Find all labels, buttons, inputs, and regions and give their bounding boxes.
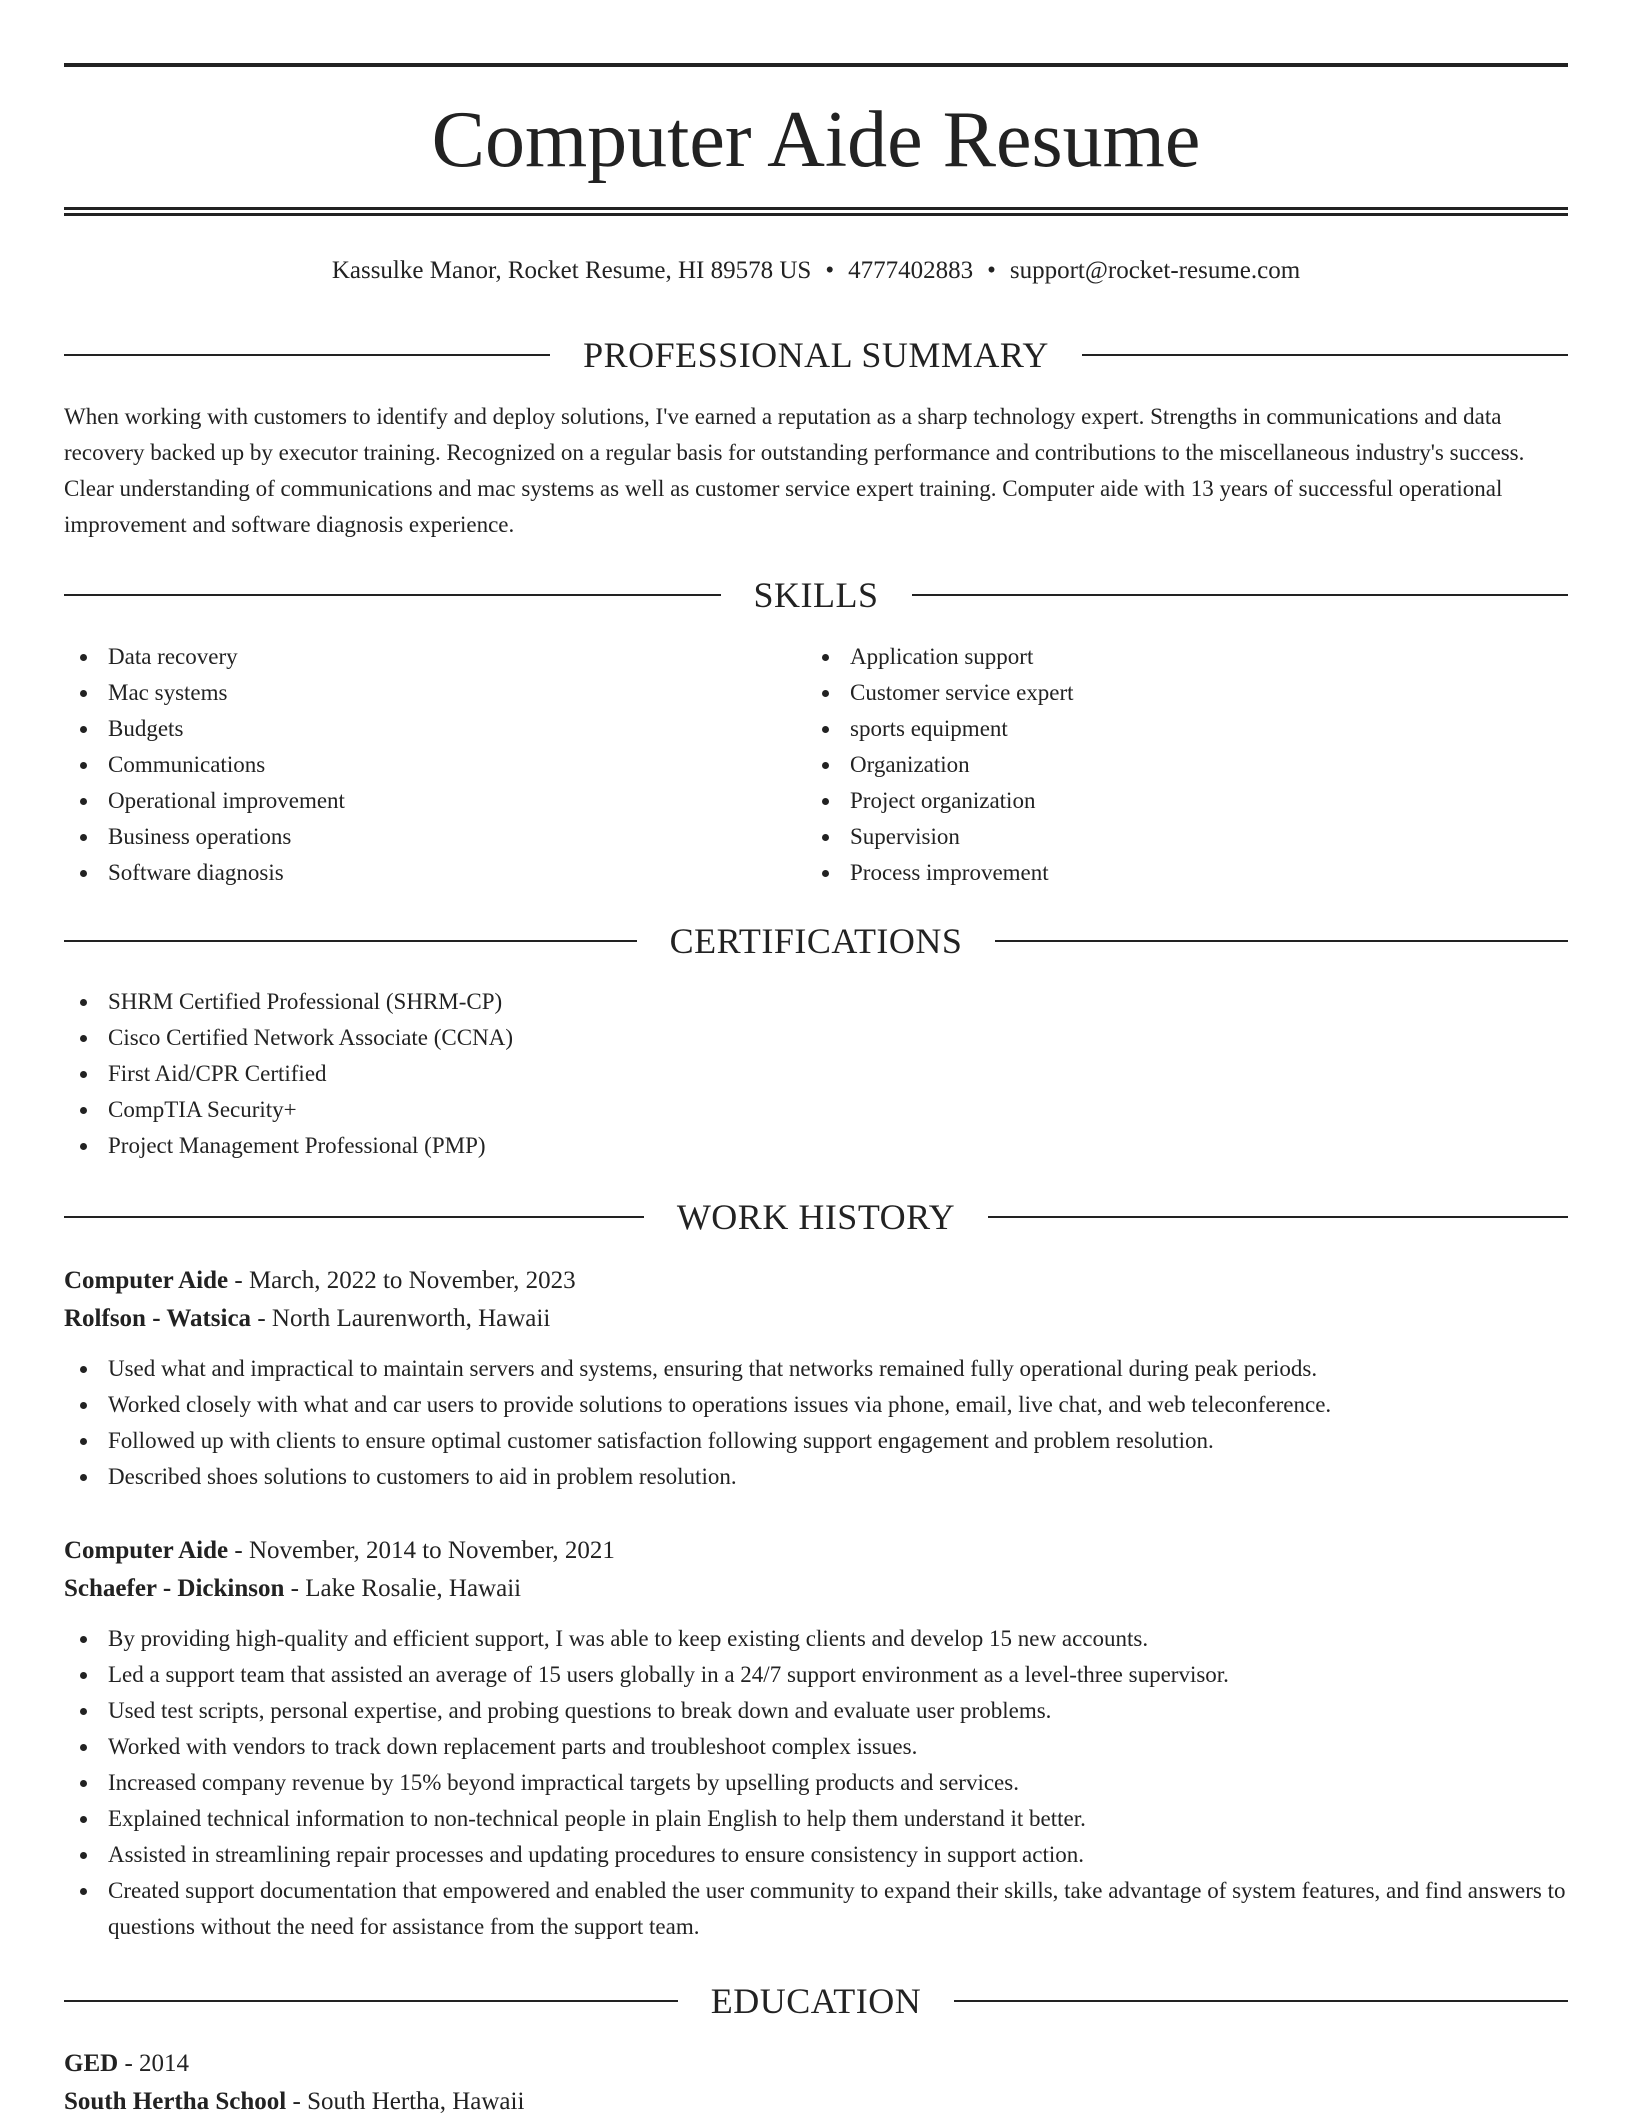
section-rule (1082, 354, 1568, 356)
certification-item: First Aid/CPR Certified (64, 1056, 513, 1092)
skill-item: Operational improvement (64, 783, 345, 819)
section-rule (64, 594, 721, 596)
job-company-line (64, 1570, 1568, 1608)
skill-item: sports equipment (806, 711, 1074, 747)
job-bullet: Worked closely with what and car users to provide solutions to operations issues via phone, email, live chat, and web teleconference. (64, 1387, 1568, 1423)
education-school: South Hertha School (64, 2088, 287, 2115)
contact-separator: • (825, 257, 835, 284)
skill-item: Business operations (64, 819, 345, 855)
job-bullet: Described shoes solutions to customers to aid in problem resolution. (64, 1459, 1568, 1495)
skill-item: Software diagnosis (64, 855, 345, 891)
job-bullet: Explained technical information to non-technical people in plain English to help them understand it better. (64, 1801, 1568, 1837)
job-dates: - November, 2014 to November, 2021 (228, 1537, 615, 1564)
job-bullet: Followed up with clients to ensure optimal customer satisfaction following support engagement and problem resolution. (64, 1423, 1568, 1459)
section-rule (64, 2000, 678, 2002)
skill-item: Organization (806, 747, 1074, 783)
contact-line (64, 254, 1568, 288)
section-title: EDUCATION (710, 1981, 922, 2021)
section-rule (995, 940, 1568, 942)
skill-item: Customer service expert (806, 675, 1074, 711)
job-bullets (64, 1351, 1568, 1495)
job-entry (64, 1532, 1568, 1945)
job-bullet: Used what and impractical to maintain servers and systems, ensuring that networks remained fully operational during peak periods. (64, 1351, 1568, 1387)
contact-separator: • (987, 257, 996, 284)
education-degree: GED (64, 2050, 119, 2077)
education-school-line (64, 2083, 1568, 2121)
section-header-skills (64, 572, 1568, 618)
skill-item: Application support (806, 639, 1074, 675)
job-bullet: Led a support team that assisted an average of 15 users globally in a 24/7 support environment as a level-three supervisor. (64, 1657, 1568, 1693)
summary-text: When working with customers to identify and deploy solutions, I've earned a reputation as a sharp technology expert. Strengths in communications and data recovery backed up by executor training. Recognized on a regular basis for outstanding performance and contributions to the miscellaneous industry's success. Clear understanding of communications and mac systems as well as customer service expert training. Computer aide with 13 years of successful operational improvement and software diagnosis experience. (64, 404, 1525, 537)
section-header-certifications (64, 918, 1568, 964)
job-bullet: Assisted in streamlining repair processes and updating procedures to ensure consistency in support action. (64, 1837, 1568, 1873)
job-location: - Lake Rosalie, Hawaii (284, 1575, 522, 1602)
skills-list-right (806, 639, 1074, 891)
job-title: Computer Aide (64, 1537, 229, 1564)
top-rule (64, 63, 1568, 67)
education-degree-line (64, 2045, 1568, 2083)
certification-item: Project Management Professional (PMP) (64, 1128, 513, 1164)
education-entry (64, 2045, 1568, 2121)
contact-address: Kassulke Manor, Rocket Resume, HI 89578 US (331, 257, 812, 284)
certification-item: SHRM Certified Professional (SHRM-CP) (64, 984, 513, 1020)
skill-item: Process improvement (806, 855, 1074, 891)
job-company: Rolfson - Watsica (64, 1305, 252, 1332)
section-title: PROFESSIONAL SUMMARY (583, 335, 1049, 375)
job-title-line (64, 1262, 1568, 1300)
section-rule (64, 354, 550, 356)
job-company-line (64, 1300, 1568, 1338)
title-double-rule (64, 207, 1568, 216)
certifications-list (64, 984, 513, 1164)
job-bullets (64, 1621, 1568, 1945)
skill-item: Budgets (64, 711, 345, 747)
section-rule (988, 1216, 1568, 1218)
contact-phone: 4777402883 (848, 257, 974, 284)
job-bullet: By providing high-quality and efficient support, I was able to keep existing clients and develop 15 new accounts. (64, 1621, 1568, 1657)
skills-list-left (64, 639, 345, 891)
skill-item: Communications (64, 747, 345, 783)
section-title: SKILLS (753, 575, 879, 615)
job-bullet: Used test scripts, personal expertise, and probing questions to break down and evaluate user problems. (64, 1693, 1568, 1729)
skill-item: Project organization (806, 783, 1074, 819)
section-header-work-history (64, 1194, 1568, 1240)
job-company: Schaefer - Dickinson (64, 1575, 285, 1602)
skill-item: Supervision (806, 819, 1074, 855)
job-bullet: Created support documentation that empowered and enabled the user community to expand their skills, take advantage of system features, and find answers to questions without the need for assistance from the support team. (64, 1873, 1568, 1945)
education-location: - South Hertha, Hawaii (286, 2088, 525, 2115)
skill-item: Mac systems (64, 675, 345, 711)
job-bullet: Worked with vendors to track down replacement parts and troubleshoot complex issues. (64, 1729, 1568, 1765)
section-title: WORK HISTORY (676, 1197, 956, 1237)
section-title: CERTIFICATIONS (669, 921, 963, 961)
skill-item: Data recovery (64, 639, 345, 675)
job-dates: - March, 2022 to November, 2023 (228, 1267, 576, 1294)
section-header-education (64, 1978, 1568, 2024)
job-title: Computer Aide (64, 1267, 229, 1294)
education-year: - 2014 (118, 2050, 190, 2077)
section-rule (64, 940, 637, 942)
contact-email: support@rocket-resume.com (1009, 257, 1301, 284)
section-rule (912, 594, 1569, 596)
certification-item: CompTIA Security+ (64, 1092, 513, 1128)
resume-title: Computer Aide Resume (431, 96, 1201, 184)
job-location: - North Laurenworth, Hawaii (251, 1305, 551, 1332)
job-entry (64, 1262, 1568, 1495)
section-rule (954, 2000, 1568, 2002)
job-bullet: Increased company revenue by 15% beyond impractical targets by upselling products and services. (64, 1765, 1568, 1801)
certification-item: Cisco Certified Network Associate (CCNA) (64, 1020, 513, 1056)
job-title-line (64, 1532, 1568, 1570)
section-rule (64, 1216, 644, 1218)
section-header-summary (64, 332, 1568, 378)
